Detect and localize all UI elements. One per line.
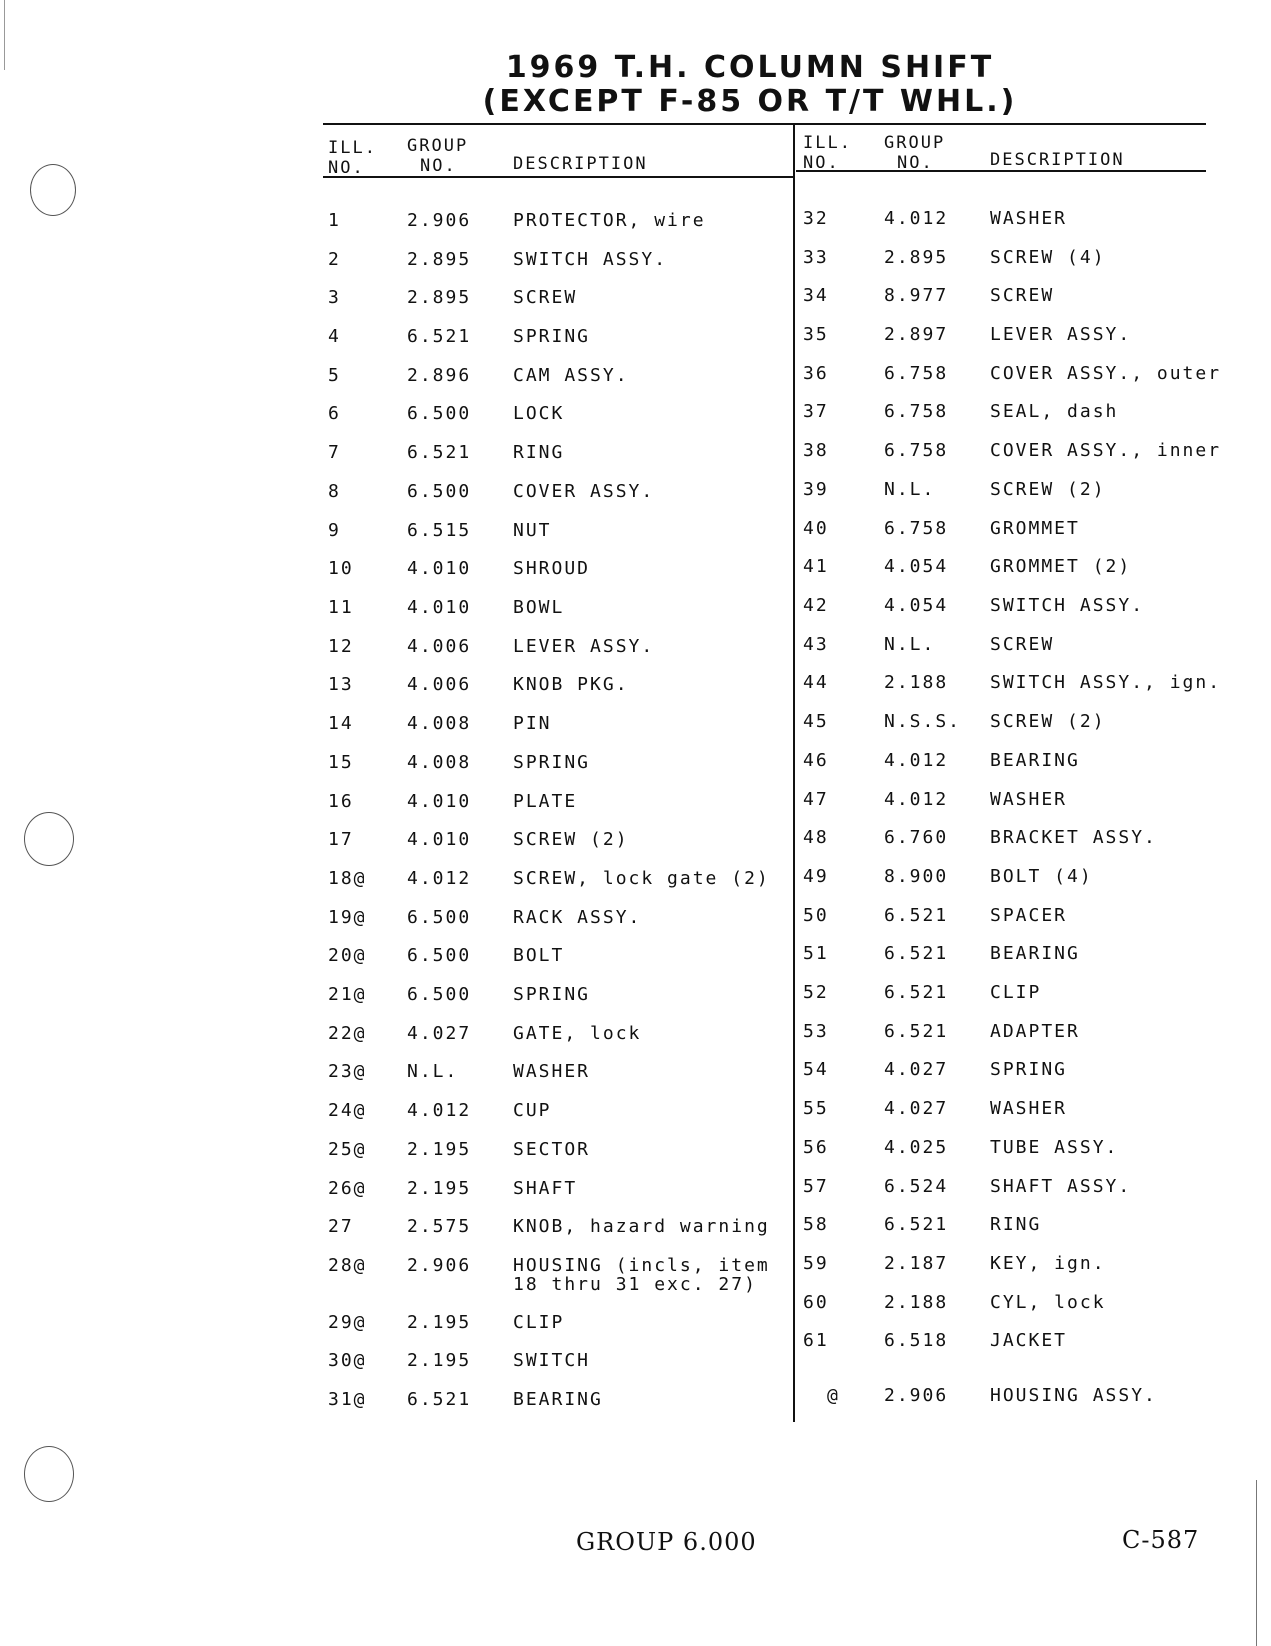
- ill-number: 25@: [328, 1139, 367, 1160]
- ill-number: 53: [803, 1021, 829, 1042]
- group-number: 4.010: [407, 829, 472, 850]
- group-number: 4.006: [407, 674, 472, 695]
- group-number: N.L.: [884, 634, 936, 655]
- group-number: 4.010: [407, 558, 472, 579]
- part-description: SEAL, dash: [990, 401, 1119, 422]
- group-number: 4.012: [884, 208, 949, 229]
- part-description: KEY, ign.: [990, 1253, 1106, 1274]
- ill-number: 47: [803, 789, 829, 810]
- ill-number: 45: [803, 711, 829, 732]
- ill-number: 3: [328, 287, 341, 308]
- header-label: GROUP: [407, 136, 469, 156]
- header-group-no: [884, 133, 945, 173]
- ill-number: 28@: [328, 1255, 367, 1276]
- group-number: 2.895: [407, 249, 472, 270]
- part-description: SCREW (2): [513, 829, 629, 850]
- group-number: 4.006: [407, 636, 472, 657]
- ill-number: 50: [803, 905, 829, 926]
- header-description: DESCRIPTION: [990, 150, 1125, 170]
- group-number: 6.758: [884, 440, 949, 461]
- part-description: JACKET: [990, 1330, 1068, 1351]
- part-description: SECTOR: [513, 1139, 591, 1160]
- part-description: KNOB, hazard warning: [513, 1216, 770, 1237]
- group-number: 6.758: [884, 401, 949, 422]
- ill-number: 40: [803, 518, 829, 539]
- part-description: SCREW, lock gate (2): [513, 868, 770, 889]
- ill-number: 26@: [328, 1178, 367, 1199]
- ill-number: 4: [328, 326, 341, 347]
- ill-number: 2: [328, 249, 341, 270]
- header-label: GROUP: [884, 133, 946, 153]
- ill-number: 35: [803, 324, 829, 345]
- ill-number: 11: [328, 597, 354, 618]
- ill-number: @: [827, 1385, 840, 1406]
- part-description: CLIP: [990, 982, 1042, 1003]
- part-description: WASHER: [990, 1098, 1068, 1119]
- part-description: SCREW: [990, 634, 1055, 655]
- footer-page-number: C-587: [1122, 1526, 1200, 1554]
- header-bottom-rule: [323, 176, 793, 178]
- part-description: SWITCH ASSY.: [513, 249, 668, 270]
- ill-number: 54: [803, 1059, 829, 1080]
- group-number: 6.500: [407, 481, 472, 502]
- group-number: 4.054: [884, 595, 949, 616]
- page-edge-line: [4, 0, 5, 70]
- group-number: 2.195: [407, 1312, 472, 1333]
- part-description: NUT: [513, 520, 552, 541]
- group-number: 6.521: [407, 1389, 472, 1410]
- ill-number: 22@: [328, 1023, 367, 1044]
- ill-number: 60: [803, 1292, 829, 1313]
- part-description: SWITCH ASSY., ign.: [990, 672, 1222, 693]
- part-description: TUBE ASSY.: [990, 1137, 1119, 1158]
- ill-number: 49: [803, 866, 829, 887]
- ill-number: 32: [803, 208, 829, 229]
- group-number: 4.008: [407, 713, 472, 734]
- part-description: CYL, lock: [990, 1292, 1106, 1313]
- part-description: PROTECTOR, wire: [513, 210, 706, 231]
- part-description: SPRING: [513, 752, 591, 773]
- ill-number: 12: [328, 636, 354, 657]
- group-number: 6.758: [884, 363, 949, 384]
- ill-number: 57: [803, 1176, 829, 1197]
- ill-number: 8: [328, 481, 341, 502]
- page-title: 1969 T.H. COLUMN SHIFT: [505, 50, 995, 85]
- ill-number: 6: [328, 403, 341, 424]
- ill-number: 19@: [328, 907, 367, 928]
- ill-number: 10: [328, 558, 354, 579]
- part-description: SCREW (2): [990, 479, 1106, 500]
- part-description: SHAFT ASSY.: [990, 1176, 1132, 1197]
- ill-number: 13: [328, 674, 354, 695]
- group-number: 2.188: [884, 1292, 949, 1313]
- group-number: N.S.S.: [884, 711, 962, 732]
- part-description: PIN: [513, 713, 552, 734]
- group-number: 2.195: [407, 1178, 472, 1199]
- part-description: COVER ASSY.: [513, 481, 655, 502]
- part-description: CUP: [513, 1100, 552, 1121]
- part-description: BOWL: [513, 597, 565, 618]
- ill-number: 41: [803, 556, 829, 577]
- group-number: 4.027: [884, 1059, 949, 1080]
- punch-hole: [24, 812, 74, 866]
- group-number: 6.760: [884, 827, 949, 848]
- group-number: 6.500: [407, 984, 472, 1005]
- part-description: RACK ASSY.: [513, 907, 642, 928]
- group-number: 4.012: [884, 789, 949, 810]
- part-description: SCREW: [513, 287, 578, 308]
- group-number: 4.027: [407, 1023, 472, 1044]
- part-description: BEARING: [513, 1389, 603, 1410]
- group-number: N.L.: [407, 1061, 459, 1082]
- group-number: 4.008: [407, 752, 472, 773]
- group-number: 4.012: [884, 750, 949, 771]
- group-number: 2.895: [407, 287, 472, 308]
- part-description: SWITCH: [513, 1350, 591, 1371]
- ill-number: 38: [803, 440, 829, 461]
- ill-number: 34: [803, 285, 829, 306]
- ill-number: 59: [803, 1253, 829, 1274]
- footer-group-label: GROUP 6.000: [576, 1528, 757, 1556]
- group-number: 4.010: [407, 791, 472, 812]
- ill-number: 27: [328, 1216, 354, 1237]
- group-number: 6.521: [407, 442, 472, 463]
- table-top-rule: [323, 123, 1206, 125]
- part-description: SPRING: [513, 984, 591, 1005]
- part-description: SWITCH ASSY.: [990, 595, 1145, 616]
- header-label: NO.: [897, 153, 934, 173]
- part-description: SPACER: [990, 905, 1068, 926]
- group-number: 6.518: [884, 1330, 949, 1351]
- group-number: 2.906: [884, 1385, 949, 1406]
- part-description-continued: 18 thru 31 exc. 27): [513, 1274, 757, 1295]
- group-number: 6.521: [884, 943, 949, 964]
- ill-number: 7: [328, 442, 341, 463]
- header-group-no: [407, 136, 468, 176]
- part-description: LOCK: [513, 403, 565, 424]
- part-description: LEVER ASSY.: [990, 324, 1132, 345]
- group-number: 2.195: [407, 1350, 472, 1371]
- group-number: 4.012: [407, 868, 472, 889]
- group-number: 6.521: [407, 326, 472, 347]
- header-label: NO.: [803, 153, 840, 173]
- group-number: N.L.: [884, 479, 936, 500]
- ill-number: 20@: [328, 945, 367, 966]
- part-description: SCREW (4): [990, 247, 1106, 268]
- part-description: COVER ASSY., inner: [990, 440, 1222, 461]
- ill-number: 18@: [328, 868, 367, 889]
- ill-number: 37: [803, 401, 829, 422]
- ill-number: 46: [803, 750, 829, 771]
- ill-number: 42: [803, 595, 829, 616]
- group-number: 6.521: [884, 1214, 949, 1235]
- punch-hole: [30, 164, 76, 216]
- part-description: SCREW (2): [990, 711, 1106, 732]
- header-description: DESCRIPTION: [513, 154, 648, 174]
- group-number: 6.515: [407, 520, 472, 541]
- ill-number: 36: [803, 363, 829, 384]
- group-number: 6.500: [407, 403, 472, 424]
- group-number: 8.900: [884, 866, 949, 887]
- part-description: SPRING: [990, 1059, 1068, 1080]
- ill-number: 43: [803, 634, 829, 655]
- group-number: 6.758: [884, 518, 949, 539]
- ill-number: 5: [328, 365, 341, 386]
- group-number: 2.895: [884, 247, 949, 268]
- group-number: 2.188: [884, 672, 949, 693]
- ill-number: 39: [803, 479, 829, 500]
- ill-number: 52: [803, 982, 829, 1003]
- part-description: SHAFT: [513, 1178, 578, 1199]
- part-description: RING: [513, 442, 565, 463]
- ill-number: 24@: [328, 1100, 367, 1121]
- page-subtitle: (EXCEPT F-85 OR T/T WHL.): [482, 84, 1018, 119]
- header-label: NO.: [420, 156, 457, 176]
- group-number: 8.977: [884, 285, 949, 306]
- page-edge-line: [1256, 1480, 1257, 1646]
- group-number: 4.054: [884, 556, 949, 577]
- ill-number: 56: [803, 1137, 829, 1158]
- ill-number: 30@: [328, 1350, 367, 1371]
- part-description: BEARING: [990, 750, 1080, 771]
- part-description: ADAPTER: [990, 1021, 1080, 1042]
- group-number: 2.187: [884, 1253, 949, 1274]
- part-description: BEARING: [990, 943, 1080, 964]
- group-number: 6.524: [884, 1176, 949, 1197]
- part-description: SHROUD: [513, 558, 591, 579]
- ill-number: 23@: [328, 1061, 367, 1082]
- part-description: BOLT (4): [990, 866, 1093, 887]
- ill-number: 1: [328, 210, 341, 231]
- part-description: HOUSING ASSY.: [990, 1385, 1157, 1406]
- group-number: 2.897: [884, 324, 949, 345]
- header-ill-no: [328, 138, 377, 178]
- group-number: 6.521: [884, 1021, 949, 1042]
- part-description: GATE, lock: [513, 1023, 642, 1044]
- ill-number: 55: [803, 1098, 829, 1119]
- column-divider: [793, 124, 795, 1422]
- group-number: 6.521: [884, 982, 949, 1003]
- part-description: KNOB PKG.: [513, 674, 629, 695]
- group-number: 2.906: [407, 1255, 472, 1276]
- part-description: GROMMET (2): [990, 556, 1132, 577]
- ill-number: 31@: [328, 1389, 367, 1410]
- header-ill-no: [803, 133, 852, 173]
- ill-number: 33: [803, 247, 829, 268]
- part-description: LEVER ASSY.: [513, 636, 655, 657]
- punch-hole: [24, 1446, 74, 1502]
- part-description: SCREW: [990, 285, 1055, 306]
- group-number: 6.500: [407, 945, 472, 966]
- group-number: 6.521: [884, 905, 949, 926]
- ill-number: 44: [803, 672, 829, 693]
- part-description: BRACKET ASSY.: [990, 827, 1157, 848]
- ill-number: 16: [328, 791, 354, 812]
- part-description: WASHER: [990, 208, 1068, 229]
- part-description: COVER ASSY., outer: [990, 363, 1222, 384]
- group-number: 4.012: [407, 1100, 472, 1121]
- group-number: 2.906: [407, 210, 472, 231]
- ill-number: 9: [328, 520, 341, 541]
- ill-number: 51: [803, 943, 829, 964]
- group-number: 2.575: [407, 1216, 472, 1237]
- part-description: WASHER: [990, 789, 1068, 810]
- part-description: BOLT: [513, 945, 565, 966]
- group-number: 6.500: [407, 907, 472, 928]
- part-description: RING: [990, 1214, 1042, 1235]
- part-description: HOUSING (incls, item: [513, 1255, 770, 1276]
- ill-number: 29@: [328, 1312, 367, 1333]
- part-description: CAM ASSY.: [513, 365, 629, 386]
- part-description: SPRING: [513, 326, 591, 347]
- header-bottom-rule: [796, 170, 1206, 172]
- part-description: WASHER: [513, 1061, 591, 1082]
- group-number: 4.010: [407, 597, 472, 618]
- ill-number: 15: [328, 752, 354, 773]
- header-label: ILL.: [328, 138, 377, 158]
- part-description: GROMMET: [990, 518, 1080, 539]
- ill-number: 61: [803, 1330, 829, 1351]
- ill-number: 58: [803, 1214, 829, 1235]
- ill-number: 21@: [328, 984, 367, 1005]
- part-description: PLATE: [513, 791, 578, 812]
- header-label: NO.: [328, 158, 365, 178]
- group-number: 2.896: [407, 365, 472, 386]
- group-number: 4.027: [884, 1098, 949, 1119]
- part-description: CLIP: [513, 1312, 565, 1333]
- ill-number: 48: [803, 827, 829, 848]
- ill-number: 14: [328, 713, 354, 734]
- ill-number: 17: [328, 829, 354, 850]
- header-label: ILL.: [803, 133, 852, 153]
- group-number: 2.195: [407, 1139, 472, 1160]
- group-number: 4.025: [884, 1137, 949, 1158]
